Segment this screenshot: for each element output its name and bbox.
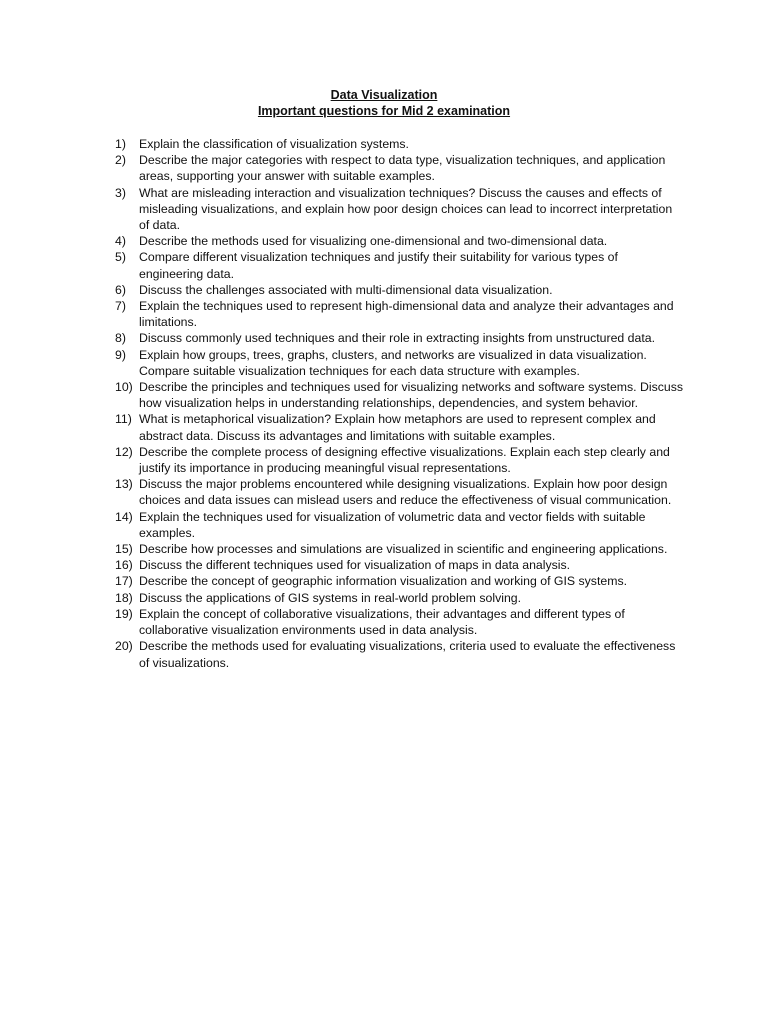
question-text: Explain how groups, trees, graphs, clusters, and networks are visualized in data visualization. Compare suitable visualization techniques for each data structure with examples. xyxy=(139,347,647,378)
question-item xyxy=(115,152,685,184)
question-item xyxy=(115,573,685,589)
question-number: 9) xyxy=(115,347,126,362)
question-text: Explain the concept of collaborative visualizations, their advantages and different types of collaborative visualization environments used in data analysis. xyxy=(139,606,625,638)
question-text: Explain the techniques used to represent high-dimensional data and analyze their advantages and limitations. xyxy=(139,299,674,330)
title-block xyxy=(0,87,768,119)
question-number: 17) xyxy=(115,574,133,589)
question-number: 2) xyxy=(115,153,126,168)
question-number: 20) xyxy=(115,639,133,654)
question-number: 16) xyxy=(115,558,133,573)
question-list xyxy=(115,136,685,671)
question-text: Compare different visualization techniques and justify their suitability for various types of engineering data. xyxy=(139,250,618,281)
question-item xyxy=(115,298,685,330)
question-text: Describe the methods used for visualizing one-dimensional and two-dimensional data. xyxy=(139,234,608,249)
question-number: 10) xyxy=(115,380,133,395)
question-text: Describe the complete process of designing effective visualizations. Explain each step clearly and justify its importance in producing meaningful visual representations. xyxy=(139,444,670,476)
question-text: Describe the methods used for evaluating visualizations, criteria used to evaluate the effectiveness of visualizations. xyxy=(139,639,676,670)
question-number: 7) xyxy=(115,299,126,314)
document-title: Data Visualization xyxy=(330,88,438,102)
question-number: 13) xyxy=(115,477,133,492)
question-item xyxy=(115,136,685,152)
question-text: What is metaphorical visualization? Explain how metaphors are used to represent complex and abstract data. Discuss its advantages and limitations with suitable examples. xyxy=(139,412,656,443)
question-number: 14) xyxy=(115,509,133,524)
question-number: 8) xyxy=(115,331,126,346)
document-subtitle: Important questions for Mid 2 examination xyxy=(257,104,511,118)
question-item xyxy=(115,557,685,573)
question-text: Discuss the challenges associated with multi-dimensional data visualization. xyxy=(139,282,553,297)
question-number: 6) xyxy=(115,282,126,297)
question-number: 18) xyxy=(115,590,133,605)
question-item xyxy=(115,444,685,476)
question-text: Describe the concept of geographic information visualization and working of GIS systems. xyxy=(139,574,628,589)
question-text: Discuss the different techniques used for visualization of maps in data analysis. xyxy=(139,558,571,573)
question-text: Describe how processes and simulations are visualized in scientific and engineering applications. xyxy=(139,542,668,557)
question-number: 12) xyxy=(115,444,133,459)
question-item xyxy=(115,590,685,606)
question-text: Explain the classification of visualization systems. xyxy=(139,137,409,151)
question-number: 5) xyxy=(115,250,126,265)
question-number: 15) xyxy=(115,542,133,557)
question-number: 11) xyxy=(115,412,132,427)
question-item xyxy=(115,347,685,379)
question-item xyxy=(115,509,685,541)
question-text: Discuss the applications of GIS systems in real-world problem solving. xyxy=(139,590,522,605)
question-item xyxy=(115,282,685,298)
question-text: Describe the principles and techniques used for visualizing networks and software systems. Discuss how visualization helps in understanding relationships, dependencies, and system behavior. xyxy=(139,380,684,411)
question-item xyxy=(115,249,685,281)
question-item xyxy=(115,379,685,411)
question-item xyxy=(115,411,685,443)
question-item xyxy=(115,606,685,638)
question-number: 1) xyxy=(115,137,126,151)
question-text: Explain the techniques used for visualization of volumetric data and vector fields with suitable examples. xyxy=(139,509,646,540)
question-number: 3) xyxy=(115,185,126,200)
question-text: What are misleading interaction and visualization techniques? Discuss the causes and effects of misleading visualizations, and explain how poor design choices can lead to incorrect interpretation of data. xyxy=(139,185,673,233)
question-number: 19) xyxy=(115,606,133,621)
question-text: Describe the major categories with respect to data type, visualization techniques, and application areas, supporting your answer with suitable examples. xyxy=(139,153,666,184)
question-item xyxy=(115,541,685,557)
question-number: 4) xyxy=(115,234,126,249)
question-item xyxy=(115,476,685,508)
question-text: Discuss commonly used techniques and their role in extracting insights from unstructured data. xyxy=(139,331,656,346)
question-item xyxy=(115,330,685,346)
question-item xyxy=(115,185,685,234)
question-item xyxy=(115,233,685,249)
question-text: Discuss the major problems encountered while designing visualizations. Explain how poor design choices and data issues can mislead users and reduce the effectiveness of visual communication. xyxy=(139,477,672,508)
question-item xyxy=(115,638,685,670)
